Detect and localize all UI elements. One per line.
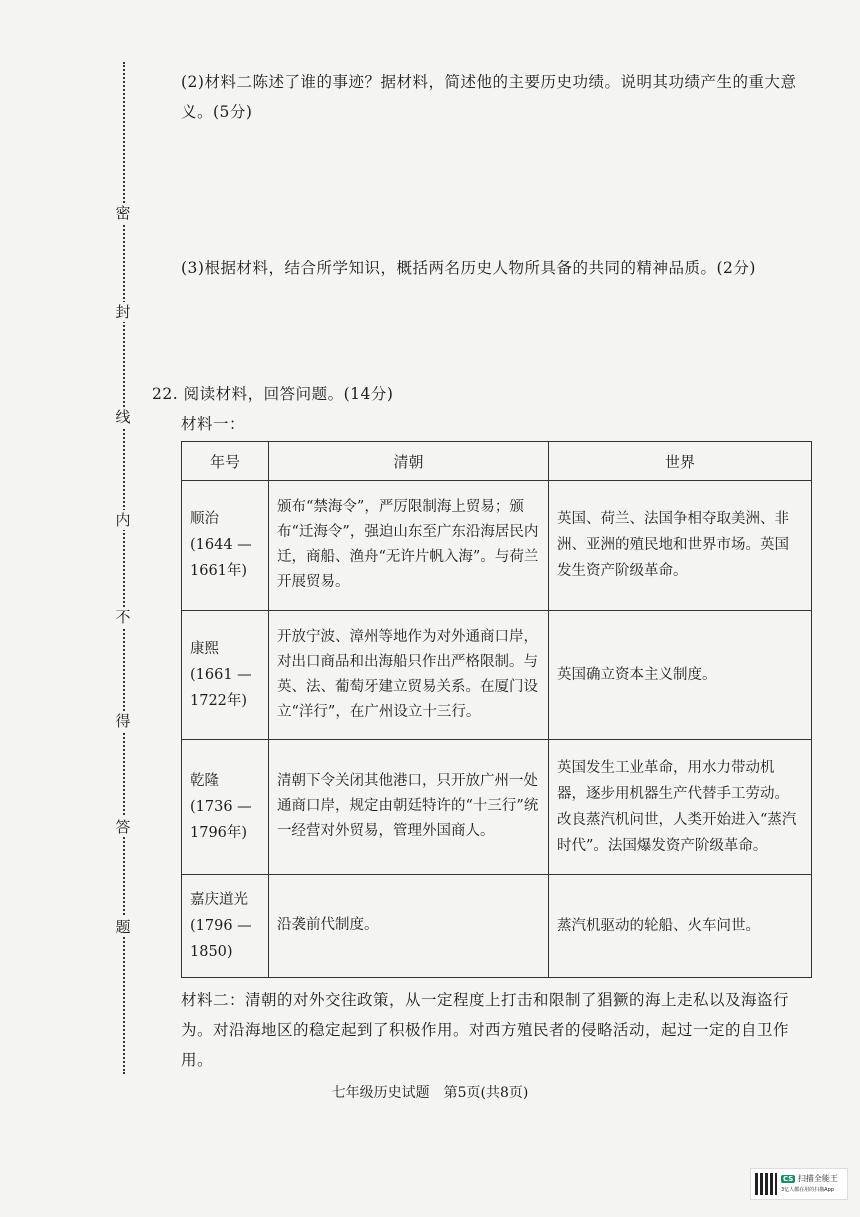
table-row: [182, 874, 812, 977]
qing-policy: 清朝下令关闭其他港口，只开放广州一处通商口岸，规定由朝廷特许的“十三行”统一经营对外贸易，管理外国商人。: [269, 740, 549, 874]
world-event: 英国确立资本主义制度。: [549, 610, 812, 740]
seal-char: 线: [113, 407, 133, 427]
era-name: 乾隆: [190, 772, 219, 789]
qing-policy: 颁布“禁海令”，严厉限制海上贸易；颁布“迁海令”，强迫山东至广东沿海居民内迁，商船、渔舟“无许片帆入海”。与荷兰开展贸易。: [269, 481, 549, 611]
table-row: [182, 740, 812, 874]
page-footer: 七年级历史试题 第5页(共8页): [331, 1085, 529, 1101]
scanner-sub: 3亿人都在用的扫描App: [781, 1186, 834, 1193]
era-name: 嘉庆道光: [190, 891, 248, 908]
scanner-label: 扫描全能王: [797, 1173, 838, 1183]
material-1-label: 材料一：: [181, 415, 246, 433]
header-world: 世界: [549, 442, 812, 481]
table-row: [182, 610, 812, 740]
header-qing: 清朝: [269, 442, 549, 481]
scanner-brand: CS: [783, 1174, 794, 1183]
seal-char: 封: [113, 302, 133, 322]
world-event: 英国发生工业革命，用水力带动机器，逐步用机器生产代替手工劳动。改良蒸汽机问世，人类开始进入“蒸汽时代”。法国爆发资产阶级革命。: [549, 740, 812, 874]
qr-code-icon: [755, 1173, 777, 1195]
era-years: (1661 — 1722年): [190, 666, 252, 709]
header-era: 年号: [182, 442, 269, 481]
era-name: 康熙: [190, 640, 219, 657]
seal-char: 答: [113, 817, 133, 837]
qing-policy: 开放宁波、漳州等地作为对外通商口岸，对出口商品和出海船只作出严格限制。与英、法、葡萄牙建立贸易关系。在厦门设立“洋行”，在广州设立十三行。: [269, 610, 549, 740]
era-years: (1736 — 1796年): [190, 798, 252, 841]
qing-policy: 沿袭前代制度。: [269, 874, 549, 977]
table-row: [182, 481, 812, 611]
table-header-row: [182, 442, 812, 481]
seal-char: 不: [113, 607, 133, 627]
seal-char: 内: [113, 510, 133, 530]
world-event: 蒸汽机驱动的轮船、火车问世。: [549, 874, 812, 977]
era-years: (1644 — 1661年): [190, 537, 252, 580]
world-event: 英国、荷兰、法国争相夺取美洲、非洲、亚洲的殖民地和世界市场。英国发生资产阶级革命。: [549, 481, 812, 611]
era-years: (1796 — 1850): [190, 917, 252, 960]
era-name: 顺治: [190, 511, 219, 528]
seal-char: 得: [113, 711, 133, 731]
seal-char: 题: [113, 917, 133, 937]
question-21-part-3: (3)根据材料，结合所学知识，概括两名历史人物所具备的共同的精神品质。(2分): [181, 259, 756, 277]
scanner-watermark: [750, 1168, 848, 1200]
history-comparison-table: [181, 441, 812, 978]
material-2-text: 材料二：清朝的对外交往政策，从一定程度上打击和限制了猖獗的海上走私以及海盗行为。对沿海地区的稳定起到了积极作用。对西方殖民者的侵略活动，起过一定的自卫作用。: [181, 991, 790, 1069]
seal-char: 密: [113, 203, 133, 223]
question-22-title: 22. 阅读材料，回答问题。(14分): [152, 385, 394, 403]
question-21-part-2: (2)材料二陈述了谁的事迹？据材料，简述他的主要历史功绩。说明其功绩产生的重大意义。(5分): [181, 73, 797, 121]
